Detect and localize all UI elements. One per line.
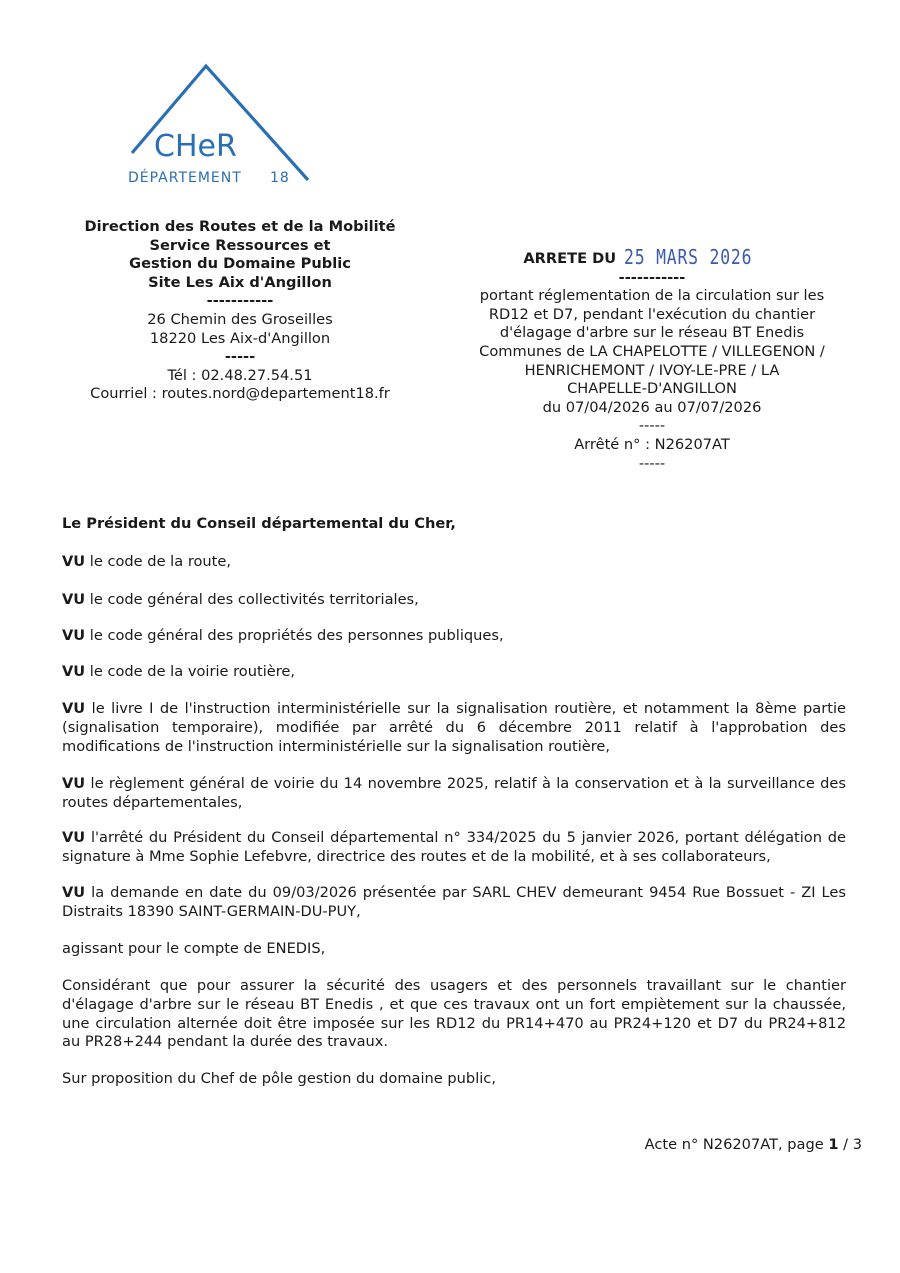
subject-line: Communes de LA CHAPELOTTE / VILLEGENON / [479,342,825,360]
service-line: Gestion du Domaine Public [129,255,351,273]
separator: ----- [638,417,666,435]
logo-number: 18 [270,170,290,186]
vu-clause: VU le livre I de l'instruction interministérielle sur la signalisation routière, et notamment la 8ème partie (signalisation temporaire), modifiée par arrêté du 6 décembre 2011 relatif à l'approbation des modifications de l'instruction interministérielle sur la signalisation routière, [62,700,846,755]
arrete-heading-block [462,245,842,473]
subject-line: HENRICHEMONT / IVOY-LE-PRE / LA [524,361,780,379]
date-stamp: 25 MARS 2026 [624,245,753,269]
acting-clause: agissant pour le compte de ENEDIS, [62,940,326,957]
arrete-title-line [462,245,842,269]
subject-line: portant réglementation de la circulation sur les [479,287,825,305]
president-heading: Le Président du Conseil départemental du Cher, [62,515,456,532]
vu-clause: VU le code général des propriétés des personnes publiques, [62,627,504,644]
arrete-title: ARRETE DU [523,250,617,267]
subject-line: RD12 et D7, pendant l'exécution du chantier [488,305,816,323]
service-line: Site Les Aix d'Angillon [148,273,332,291]
proposal-clause: Sur proposition du Chef de pôle gestion du domaine public, [62,1070,496,1087]
separator: ----- [638,454,666,472]
logo-name: CHeR [154,129,237,164]
vu-clause: VU le code général des collectivités territoriales, [62,591,419,608]
vu-clause: VU le code de la voirie routière, [62,663,296,680]
phone: Tél : 02.48.27.54.51 [167,366,313,384]
service-line: Direction des Routes et de la Mobilité [84,218,396,235]
service-line: Service Ressources et [149,236,331,254]
address-line: 18220 Les Aix-d'Angillon [149,329,331,347]
vu-clause: VU le règlement général de voirie du 14 novembre 2025, relatif à la conservation et à la surveillance des routes départementales, [62,775,847,811]
email: Courriel : routes.nord@departement18.fr [90,385,390,403]
vu-clause: VU le code de la route, [62,553,232,570]
subject-line: du 07/04/2026 au 07/07/2026 [542,398,762,416]
subject-line: CHAPELLE-D'ANGILLON [567,380,737,398]
arrete-number: Arrêté n° : N26207AT [574,435,730,453]
address-line: 26 Chemin des Groseilles [147,310,333,328]
logo-subtitle: DÉPARTEMENT [128,170,242,186]
vu-clause: VU l'arrêté du Président du Conseil départemental n° 334/2025 du 5 janvier 2026, portant délégation de signature à Mme Sophie Lefebvre, directrice des routes et de la mobilité, et à ses collaborateurs, [62,829,846,865]
separator: ----------- [618,268,686,286]
vu-clause: VU la demande en date du 09/03/2026 présentée par SARL CHEV demeurant 9454 Rue Bossuet - ZI Les Distraits 18390 SAINT-GERMAIN-DU-PUY, [62,884,847,920]
cher-department-logo [118,58,328,188]
separator: ----------- [206,292,274,310]
separator: ----- [224,348,256,366]
issuing-service-block [60,218,420,404]
page-footer: Acte n° N26207AT, page 1 / 3 [644,1136,862,1153]
considering-clause: Considérant que pour assurer la sécurité des usagers et des personnels travaillant sur le chantier d'élagage d'arbre sur le réseau BT Enedis , et que ces travaux ont un fort empiètement sur la chaussée, une circulation alternée doit être imposée sur les RD12 du PR14+470 au PR24+120 et D7 du PR24+812 au PR28+244 pendant la durée des travaux. [62,977,846,1051]
subject-line: d'élagage d'arbre sur le réseau BT Enedis [499,324,805,342]
